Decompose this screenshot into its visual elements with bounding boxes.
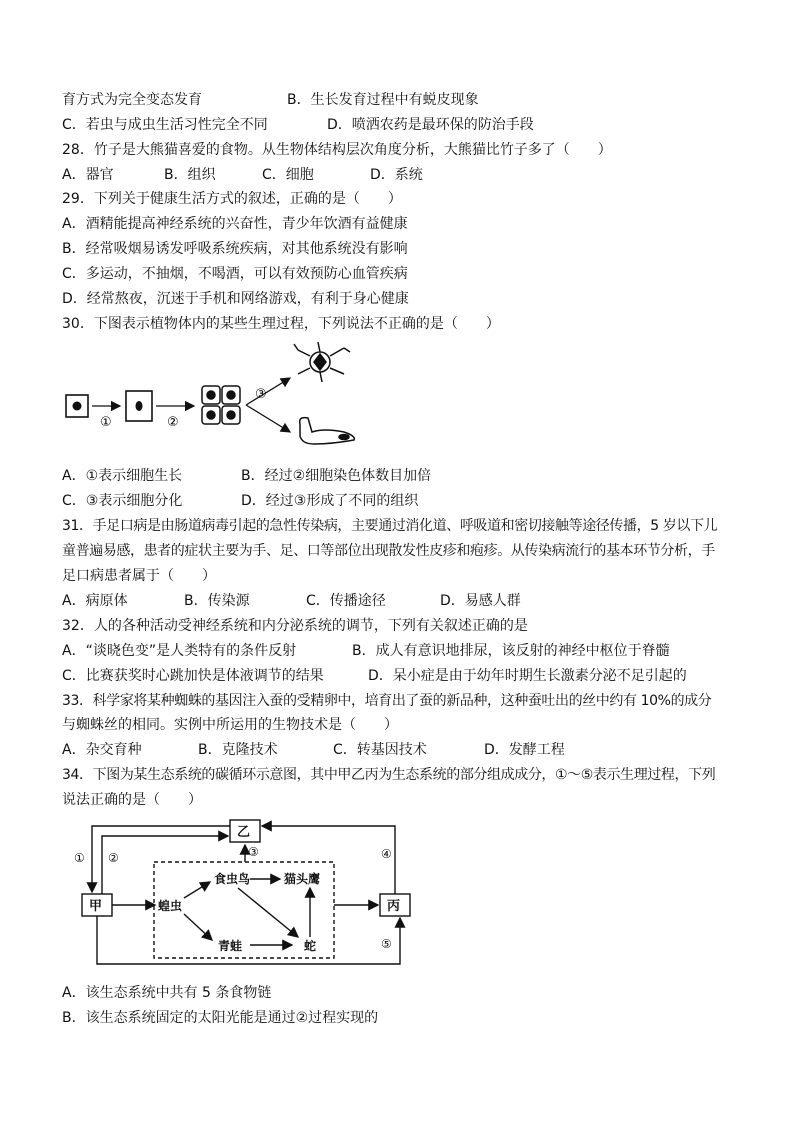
q33-option-a: A．杂交育种 bbox=[62, 742, 142, 758]
huangchong-to-shichongniao-arrow bbox=[184, 882, 210, 898]
q27-option-b: B．生长发育过程中有蜕皮现象 bbox=[287, 92, 479, 108]
q33-option-c: C．转基因技术 bbox=[333, 742, 427, 758]
q30-stem: 30．下图表示植物体内的某些生理过程，下列说法不正确的是（ ） bbox=[62, 316, 500, 332]
q34-carbon-cycle-diagram bbox=[62, 812, 412, 972]
label-process-3: ③ bbox=[248, 845, 259, 859]
label-bing: 丙 bbox=[387, 899, 401, 914]
label-maotouying: 猫头鹰 bbox=[284, 872, 321, 886]
q30-option-b: B．经过②细胞染色体数目加倍 bbox=[241, 468, 432, 484]
process-5-arrow bbox=[97, 916, 400, 964]
grown-cell bbox=[126, 391, 152, 421]
single-cell bbox=[66, 395, 88, 417]
q33-option-d: D．发酵工程 bbox=[484, 742, 565, 758]
arrow-3-down bbox=[246, 405, 290, 432]
q28-option-d: D．系统 bbox=[370, 167, 423, 183]
shichongniao-to-she-arrow bbox=[238, 888, 298, 937]
divided-cells bbox=[202, 386, 240, 424]
q31-option-a: A．病原体 bbox=[62, 593, 128, 609]
q33-stem-line-2: 与蜘蛛丝的相同。实例中所运用的生物技术是（ ） bbox=[62, 717, 398, 733]
q28-stem: 28．竹子是大熊猫喜爱的食物。从生物体结构层次角度分析，大熊猫比竹子多了（ ） bbox=[62, 142, 612, 158]
q31-stem-line-1: 31．手足口病是由肠道病毒引起的急性传染病，主要通过消化道、呼吸道和密切接触等途径传播，5 岁以下儿 bbox=[62, 518, 718, 534]
q28-option-c: C．细胞 bbox=[262, 167, 314, 183]
label-qingwa: 青蛙 bbox=[218, 939, 243, 953]
step-1-label: ① bbox=[100, 415, 112, 430]
step-2-label: ② bbox=[167, 415, 179, 430]
q30-option-a: A．①表示细胞生长 bbox=[62, 468, 183, 484]
q27-option-d: D．喷洒农药是最环保的防治手段 bbox=[327, 117, 534, 133]
q33-stem-line-1: 33．科学家将某种蜘蛛的基因注入蚕的受精卵中，培育出了蚕的新品种，这种蚕吐出的丝中约有 10%的成分 bbox=[62, 693, 712, 709]
q32-stem: 32．人的各种活动受神经系统和内分泌系统的调节，下列有关叙述正确的是 bbox=[62, 618, 528, 634]
label-huangchong: 蝗虫 bbox=[158, 899, 183, 913]
q34-stem-line-1: 34．下图为某生态系统的碳循环示意图，其中甲乙丙为生态系统的部分组成成分，①～⑤表示生理过程，下列 bbox=[62, 767, 716, 783]
q34-option-a: A．该生态系统中共有 5 条食物链 bbox=[62, 985, 272, 1001]
process-2-arrow bbox=[102, 836, 228, 894]
differentiated-cell-b bbox=[300, 418, 355, 444]
q27-option-c: C．若虫与成虫生活习性完全不同 bbox=[62, 117, 268, 133]
label-process-2: ② bbox=[108, 851, 119, 865]
differentiated-cell-a bbox=[294, 342, 350, 382]
q32-option-a: A．“谈晓色变”是人类特有的条件反射 bbox=[62, 643, 297, 659]
label-she: 蛇 bbox=[304, 939, 317, 953]
arrow-3-up bbox=[246, 378, 290, 405]
q31-option-c: C．传播途径 bbox=[306, 593, 386, 609]
q33-option-b: B．克隆技术 bbox=[198, 742, 278, 758]
process-4-arrow bbox=[262, 826, 395, 894]
q34-option-b: B．该生态系统固定的太阳光能是通过②过程实现的 bbox=[62, 1010, 379, 1026]
q31-option-b: B．传染源 bbox=[184, 593, 250, 609]
q28-option-b: B．组织 bbox=[164, 167, 216, 183]
q30-option-c: C．③表示细胞分化 bbox=[62, 493, 183, 509]
q32-option-b: B．成人有意识地排尿，该反射的神经中枢位于脊髓 bbox=[352, 643, 670, 659]
q29-option-d: D．经常熬夜，沉迷于手机和网络游戏，有利于身心健康 bbox=[62, 291, 409, 307]
label-process-5: ⑤ bbox=[381, 937, 392, 951]
label-process-1: ① bbox=[74, 851, 85, 865]
label-yi: 乙 bbox=[237, 825, 251, 840]
step-3-label: ③ bbox=[255, 387, 267, 402]
huangchong-to-qingwa-arrow bbox=[184, 914, 212, 940]
q30-option-d: D．经过③形成了不同的组织 bbox=[241, 493, 419, 509]
q32-option-d: D．呆小症是由于幼年时期生长激素分泌不足引起的 bbox=[368, 668, 687, 684]
label-process-4: ④ bbox=[381, 847, 392, 861]
q31-stem-line-3: 足口病患者属于（ ） bbox=[62, 568, 216, 584]
label-shichongniao: 食虫鸟 bbox=[214, 872, 251, 886]
q28-option-a: A．器官 bbox=[62, 167, 114, 183]
q34-stem-line-2: 说法正确的是（ ） bbox=[62, 792, 202, 808]
q27-option-a-continued: 育方式为完全变态发育 bbox=[62, 92, 202, 108]
q29-option-a: A．酒精能提高神经系统的兴奋性，青少年饮酒有益健康 bbox=[62, 216, 408, 232]
q31-option-d: D．易感人群 bbox=[440, 593, 521, 609]
q29-stem: 29．下列关于健康生活方式的叙述，正确的是（ ） bbox=[62, 191, 402, 207]
q32-option-c: C．比赛获奖时心跳加快是体液调节的结果 bbox=[62, 668, 324, 684]
label-jia: 甲 bbox=[89, 899, 103, 914]
q30-cell-diagram bbox=[62, 340, 362, 460]
q29-option-b: B．经常吸烟易诱发呼吸系统疾病，对其他系统没有影响 bbox=[62, 241, 408, 257]
q31-stem-line-2: 童普遍易感，患者的症状主要为手、足、口等部位出现散发性皮疹和疱疹。从传染病流行的基本环节分析，手 bbox=[62, 543, 715, 559]
q29-option-c: C．多运动，不抽烟，不喝酒，可以有效预防心血管疾病 bbox=[62, 266, 408, 282]
